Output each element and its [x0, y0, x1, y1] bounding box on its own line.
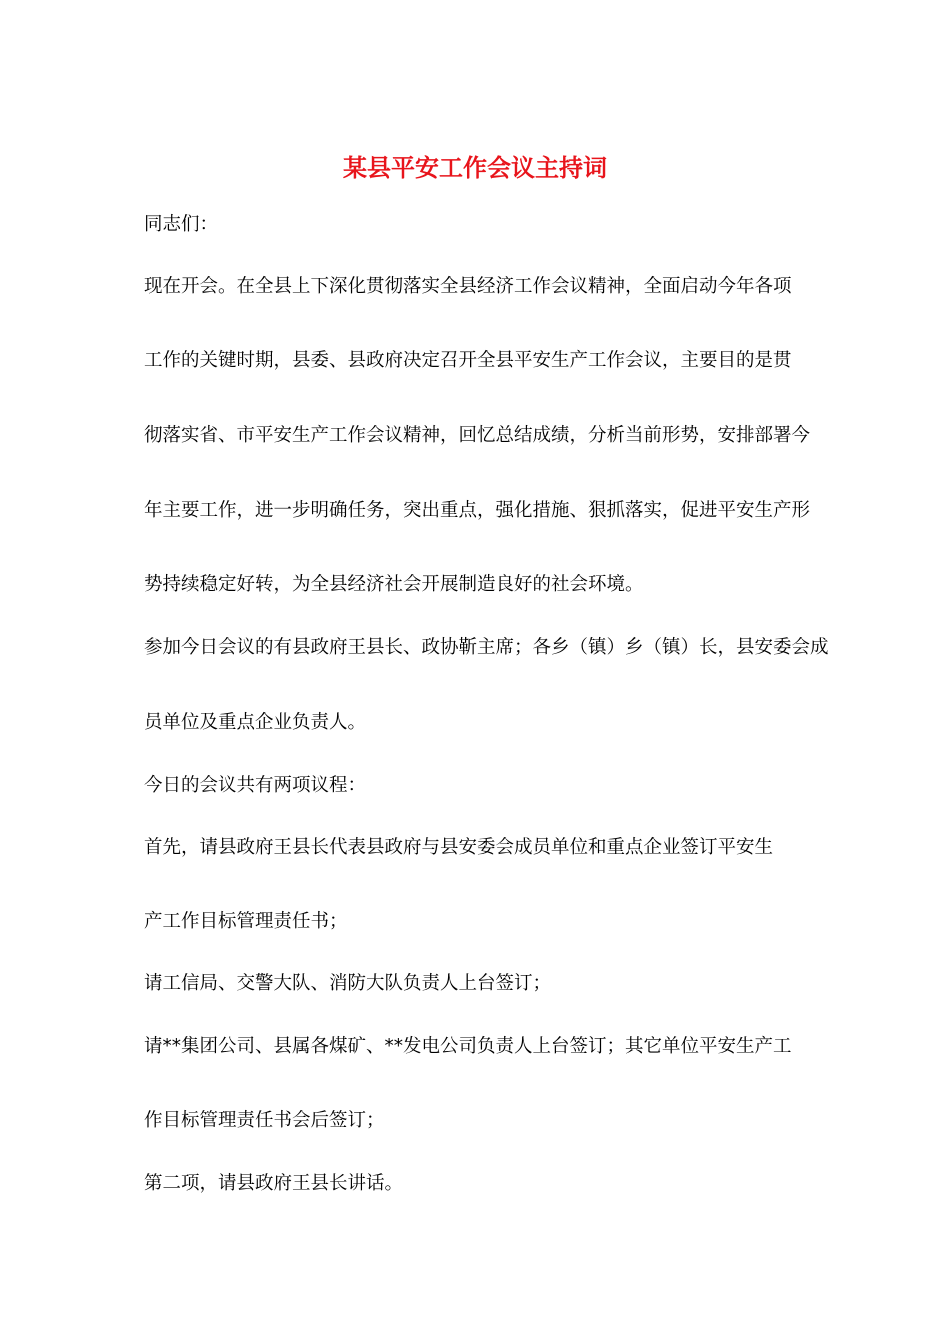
text-line: 第二项，请县政府王县长讲话。 [144, 1173, 404, 1194]
text-line: 现在开会。在全县上下深化贯彻落实全县经济工作会议精神，全面启动今年各项 [144, 276, 792, 297]
text-line: 彻落实省、市平安生产工作会议精神，回忆总结成绩，分析当前形势，安排部署今 [144, 425, 811, 446]
text-line: 同志们： [144, 214, 219, 235]
text-line: 年主要工作，进一步明确任务，突出重点，强化措施、狠抓落实，促进平安生产形 [144, 500, 811, 521]
text-line: 参加今日会议的有县政府王县长、政协靳主席；各乡（镇）乡（镇）长，县安委会成 [144, 637, 829, 658]
text-line: 作目标管理责任书会后签订； [144, 1110, 385, 1131]
text-line: 首先，请县政府王县长代表县政府与县安委会成员单位和重点企业签订平安生 [144, 837, 774, 858]
text-line: 势持续稳定好转，为全县经济社会开展制造良好的社会环境。 [144, 574, 644, 595]
text-line: 员单位及重点企业负责人。 [144, 712, 367, 733]
text-line: 今日的会议共有两项议程： [144, 775, 367, 796]
text-line: 请工信局、交警大队、消防大队负责人上台签订； [144, 973, 552, 994]
text-line: 产工作目标管理责任书； [144, 911, 348, 932]
text-line: 请**集团公司、县属各煤矿、**发电公司负责人上台签订；其它单位平安生产工 [144, 1036, 792, 1057]
text-line: 工作的关键时期，县委、县政府决定召开全县平安生产工作会议，主要目的是贯 [144, 350, 792, 371]
document-title: 某县平安工作会议主持词 [343, 153, 607, 182]
